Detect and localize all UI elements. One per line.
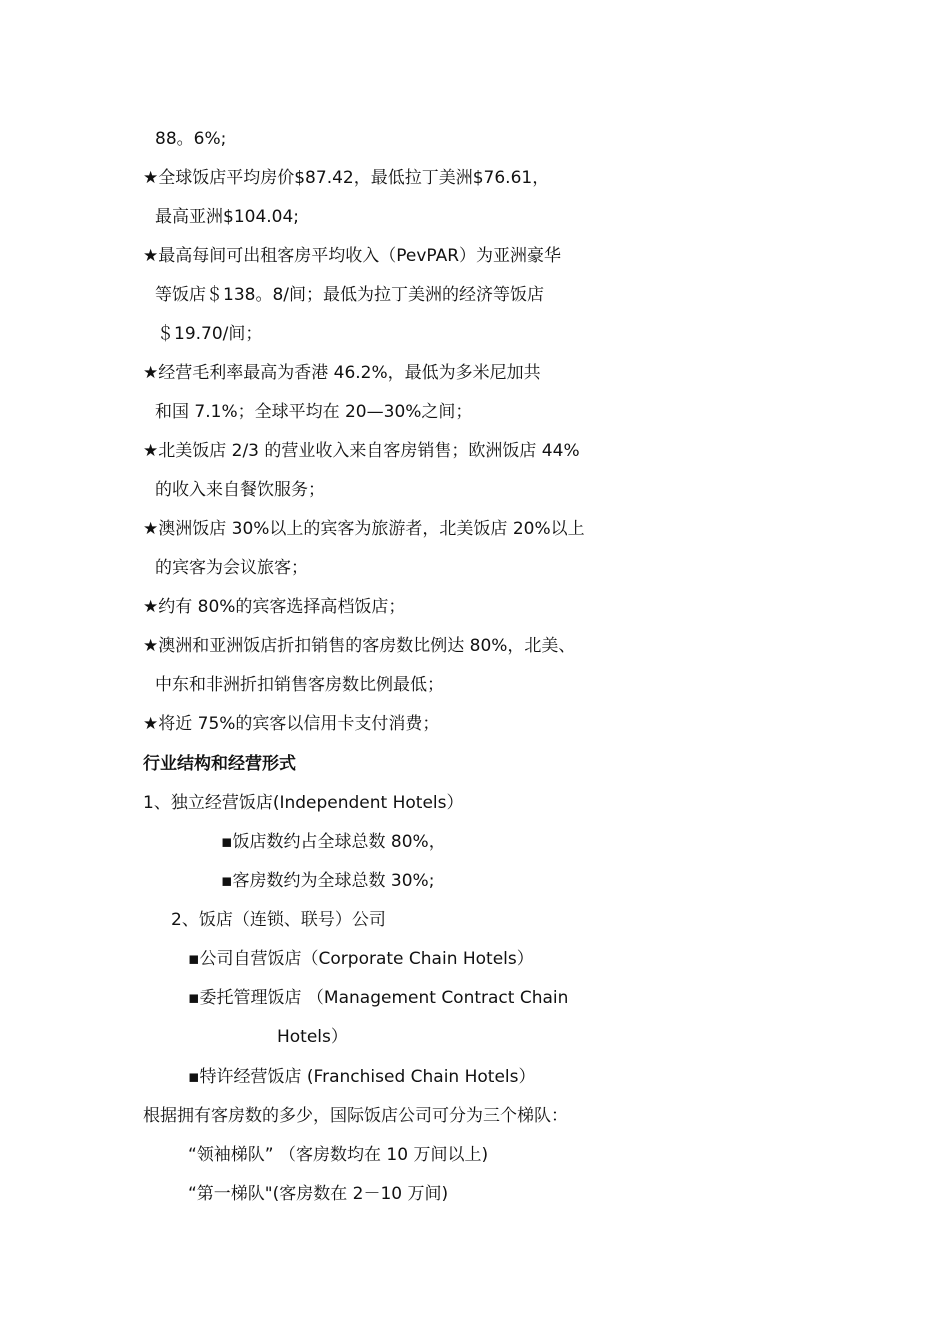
bullet-item-continuation: Hotels） [277,1027,348,1047]
text-line: 和国 7.1%；全球平均在 20—30%之间； [155,402,473,422]
tier-item: “第一梯队"(客房数在 2－10 万间) [188,1184,449,1204]
text-line: ★全球饭店平均房价$87.42，最低拉丁美洲$76.61， [143,168,550,188]
bullet-item: ▪公司自营饭店（Corporate Chain Hotels） [188,949,534,969]
bullet-item: ▪特许经营饭店 (Franchised Chain Hotels） [188,1067,536,1087]
text-line: ★约有 80%的宾客选择高档饭店； [143,597,406,617]
text-line: 的宾客为会议旅客； [155,558,308,578]
text-line: ＄19.70/间； [157,324,263,344]
text-line: 中东和非洲折扣销售客房数比例最低； [155,675,444,695]
bullet-item: ▪客房数约为全球总数 30%; [221,871,435,891]
bullet-item: ▪委托管理饭店 （Management Contract Chain [188,988,569,1008]
text-line: ★将近 75%的宾客以信用卡支付消费； [143,714,440,734]
section-heading: 行业结构和经营形式 [143,754,296,774]
tier-item: “领袖梯队” （客房数均在 10 万间以上) [188,1145,489,1165]
text-line: 的收入来自餐饮服务； [155,480,325,500]
text-line: ★澳洲和亚洲饭店折扣销售的客房数比例达 80%，北美、 [143,636,576,656]
text-line: ★北美饭店 2/3 的营业收入来自客房销售；欧洲饭店 44% [143,441,580,461]
list-item-independent-hotels: 1、独立经营饭店(Independent Hotels） [143,793,464,813]
text-line: 最高亚洲$104.04; [155,207,300,227]
text-line: 88。6%; [155,129,227,149]
tiers-intro: 根据拥有客房数的多少，国际饭店公司可分为三个梯队： [143,1106,568,1126]
text-line: ★最高每间可出租客房平均收入（PevPAR）为亚洲豪华 [143,246,562,266]
bullet-item: ▪饭店数约占全球总数 80%， [221,832,446,852]
text-line: 等饭店＄138。8/间；最低为拉丁美洲的经济等饭店 [155,285,544,305]
text-line: ★澳洲饭店 30%以上的宾客为旅游者，北美饭店 20%以上 [143,519,585,539]
list-item-chain-companies: 2、饭店（连锁、联号）公司 [171,910,386,930]
text-line: ★经营毛利率最高为香港 46.2%，最低为多米尼加共 [143,363,541,383]
